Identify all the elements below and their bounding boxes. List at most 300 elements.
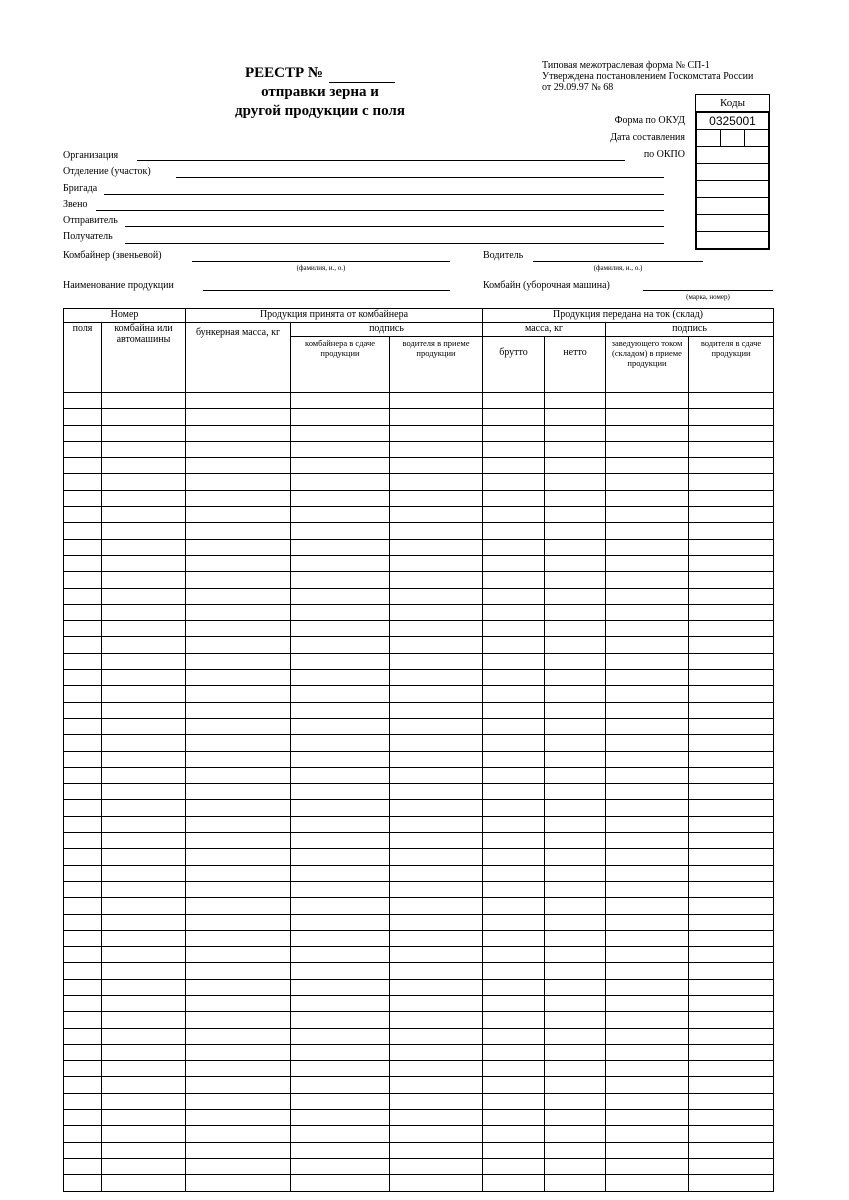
table-cell[interactable] xyxy=(64,670,102,686)
table-cell[interactable] xyxy=(606,784,689,800)
table-cell[interactable] xyxy=(689,1077,774,1093)
table-cell[interactable] xyxy=(483,881,545,897)
table-cell[interactable] xyxy=(390,409,483,425)
table-cell[interactable] xyxy=(64,1061,102,1077)
table-cell[interactable] xyxy=(186,458,291,474)
table-cell[interactable] xyxy=(291,523,390,539)
table-cell[interactable] xyxy=(102,833,186,849)
table-cell[interactable] xyxy=(390,507,483,523)
table-cell[interactable] xyxy=(102,409,186,425)
table-cell[interactable] xyxy=(64,409,102,425)
table-cell[interactable] xyxy=(186,995,291,1011)
table-cell[interactable] xyxy=(483,653,545,669)
table-cell[interactable] xyxy=(606,441,689,457)
table-cell[interactable] xyxy=(291,1093,390,1109)
table-cell[interactable] xyxy=(606,963,689,979)
table-cell[interactable] xyxy=(64,800,102,816)
table-cell[interactable] xyxy=(186,898,291,914)
table-cell[interactable] xyxy=(64,1158,102,1174)
table-cell[interactable] xyxy=(545,637,606,653)
table-cell[interactable] xyxy=(545,1061,606,1077)
table-cell[interactable] xyxy=(606,767,689,783)
table-cell[interactable] xyxy=(390,604,483,620)
table-cell[interactable] xyxy=(291,393,390,409)
table-cell[interactable] xyxy=(545,441,606,457)
table-cell[interactable] xyxy=(689,1093,774,1109)
registry-number-field[interactable] xyxy=(329,68,395,83)
table-cell[interactable] xyxy=(689,539,774,555)
table-cell[interactable] xyxy=(483,621,545,637)
table-cell[interactable] xyxy=(64,735,102,751)
table-cell[interactable] xyxy=(483,979,545,995)
table-cell[interactable] xyxy=(606,1093,689,1109)
table-cell[interactable] xyxy=(606,979,689,995)
table-cell[interactable] xyxy=(689,767,774,783)
table-cell[interactable] xyxy=(606,816,689,832)
table-cell[interactable] xyxy=(483,865,545,881)
table-cell[interactable] xyxy=(689,474,774,490)
table-cell[interactable] xyxy=(186,637,291,653)
table-cell[interactable] xyxy=(483,686,545,702)
table-cell[interactable] xyxy=(64,572,102,588)
table-cell[interactable] xyxy=(102,474,186,490)
table-cell[interactable] xyxy=(64,474,102,490)
table-cell[interactable] xyxy=(390,914,483,930)
table-cell[interactable] xyxy=(606,898,689,914)
table-cell[interactable] xyxy=(606,930,689,946)
table-cell[interactable] xyxy=(186,523,291,539)
table-cell[interactable] xyxy=(390,1044,483,1060)
table-cell[interactable] xyxy=(545,963,606,979)
table-cell[interactable] xyxy=(102,670,186,686)
table-cell[interactable] xyxy=(186,1044,291,1060)
table-cell[interactable] xyxy=(483,1126,545,1142)
table-cell[interactable] xyxy=(186,914,291,930)
table-cell[interactable] xyxy=(64,539,102,555)
table-cell[interactable] xyxy=(102,425,186,441)
table-cell[interactable] xyxy=(606,1126,689,1142)
table-cell[interactable] xyxy=(102,1093,186,1109)
table-cell[interactable] xyxy=(606,393,689,409)
table-cell[interactable] xyxy=(545,1142,606,1158)
table-cell[interactable] xyxy=(545,393,606,409)
table-cell[interactable] xyxy=(545,718,606,734)
sender-code-cell[interactable] xyxy=(697,231,768,248)
table-cell[interactable] xyxy=(64,1126,102,1142)
table-cell[interactable] xyxy=(291,914,390,930)
table-cell[interactable] xyxy=(483,637,545,653)
table-cell[interactable] xyxy=(689,409,774,425)
table-cell[interactable] xyxy=(545,1175,606,1191)
table-cell[interactable] xyxy=(689,507,774,523)
table-cell[interactable] xyxy=(606,507,689,523)
table-cell[interactable] xyxy=(186,930,291,946)
table-cell[interactable] xyxy=(291,458,390,474)
table-cell[interactable] xyxy=(483,833,545,849)
table-cell[interactable] xyxy=(390,425,483,441)
table-cell[interactable] xyxy=(291,588,390,604)
table-cell[interactable] xyxy=(483,1061,545,1077)
table-cell[interactable] xyxy=(291,572,390,588)
table-cell[interactable] xyxy=(390,735,483,751)
table-cell[interactable] xyxy=(689,1044,774,1060)
table-cell[interactable] xyxy=(390,1061,483,1077)
table-cell[interactable] xyxy=(291,1110,390,1126)
table-cell[interactable] xyxy=(186,1110,291,1126)
table-cell[interactable] xyxy=(291,1126,390,1142)
table-cell[interactable] xyxy=(186,1126,291,1142)
table-cell[interactable] xyxy=(545,995,606,1011)
table-cell[interactable] xyxy=(186,507,291,523)
table-cell[interactable] xyxy=(102,1061,186,1077)
table-cell[interactable] xyxy=(689,930,774,946)
table-cell[interactable] xyxy=(545,572,606,588)
table-cell[interactable] xyxy=(64,1175,102,1191)
table-cell[interactable] xyxy=(291,621,390,637)
table-cell[interactable] xyxy=(102,686,186,702)
table-cell[interactable] xyxy=(689,995,774,1011)
table-cell[interactable] xyxy=(390,702,483,718)
table-cell[interactable] xyxy=(64,881,102,897)
table-cell[interactable] xyxy=(390,1158,483,1174)
table-cell[interactable] xyxy=(606,735,689,751)
table-cell[interactable] xyxy=(102,995,186,1011)
table-cell[interactable] xyxy=(64,441,102,457)
table-cell[interactable] xyxy=(64,588,102,604)
table-cell[interactable] xyxy=(689,670,774,686)
table-cell[interactable] xyxy=(689,393,774,409)
zveno-input-line[interactable] xyxy=(96,210,664,211)
table-cell[interactable] xyxy=(689,523,774,539)
table-cell[interactable] xyxy=(390,555,483,571)
table-cell[interactable] xyxy=(186,572,291,588)
table-cell[interactable] xyxy=(102,1044,186,1060)
table-cell[interactable] xyxy=(291,898,390,914)
table-cell[interactable] xyxy=(102,784,186,800)
table-cell[interactable] xyxy=(545,1012,606,1028)
driver-input-line[interactable] xyxy=(533,261,703,262)
table-cell[interactable] xyxy=(102,849,186,865)
table-cell[interactable] xyxy=(291,1061,390,1077)
table-cell[interactable] xyxy=(186,833,291,849)
table-cell[interactable] xyxy=(102,979,186,995)
table-cell[interactable] xyxy=(186,1142,291,1158)
table-cell[interactable] xyxy=(291,1077,390,1093)
table-cell[interactable] xyxy=(102,947,186,963)
table-cell[interactable] xyxy=(545,979,606,995)
table-cell[interactable] xyxy=(102,865,186,881)
table-cell[interactable] xyxy=(291,653,390,669)
table-cell[interactable] xyxy=(483,1142,545,1158)
table-cell[interactable] xyxy=(689,816,774,832)
table-cell[interactable] xyxy=(689,1142,774,1158)
table-cell[interactable] xyxy=(102,621,186,637)
table-cell[interactable] xyxy=(291,1142,390,1158)
table-cell[interactable] xyxy=(390,474,483,490)
table-cell[interactable] xyxy=(545,833,606,849)
table-cell[interactable] xyxy=(545,784,606,800)
table-cell[interactable] xyxy=(186,670,291,686)
table-cell[interactable] xyxy=(186,393,291,409)
table-cell[interactable] xyxy=(186,490,291,506)
table-cell[interactable] xyxy=(64,751,102,767)
table-cell[interactable] xyxy=(186,1077,291,1093)
table-cell[interactable] xyxy=(545,458,606,474)
table-cell[interactable] xyxy=(186,409,291,425)
table-cell[interactable] xyxy=(186,816,291,832)
table-cell[interactable] xyxy=(186,686,291,702)
table-cell[interactable] xyxy=(545,849,606,865)
table-cell[interactable] xyxy=(102,1012,186,1028)
table-cell[interactable] xyxy=(64,833,102,849)
table-cell[interactable] xyxy=(545,1110,606,1126)
table-cell[interactable] xyxy=(606,572,689,588)
table-cell[interactable] xyxy=(689,588,774,604)
table-cell[interactable] xyxy=(390,979,483,995)
table-cell[interactable] xyxy=(390,1126,483,1142)
table-cell[interactable] xyxy=(606,670,689,686)
table-cell[interactable] xyxy=(102,767,186,783)
table-cell[interactable] xyxy=(545,621,606,637)
table-cell[interactable] xyxy=(545,555,606,571)
table-cell[interactable] xyxy=(291,816,390,832)
table-cell[interactable] xyxy=(689,1110,774,1126)
table-cell[interactable] xyxy=(64,947,102,963)
table-cell[interactable] xyxy=(483,1175,545,1191)
table-cell[interactable] xyxy=(291,409,390,425)
table-cell[interactable] xyxy=(483,784,545,800)
table-cell[interactable] xyxy=(689,1175,774,1191)
table-cell[interactable] xyxy=(689,751,774,767)
table-cell[interactable] xyxy=(390,995,483,1011)
table-cell[interactable] xyxy=(545,1028,606,1044)
table-cell[interactable] xyxy=(291,637,390,653)
table-cell[interactable] xyxy=(606,914,689,930)
table-cell[interactable] xyxy=(390,849,483,865)
table-cell[interactable] xyxy=(291,539,390,555)
table-cell[interactable] xyxy=(186,784,291,800)
table-cell[interactable] xyxy=(606,588,689,604)
table-cell[interactable] xyxy=(186,947,291,963)
table-cell[interactable] xyxy=(545,425,606,441)
table-cell[interactable] xyxy=(186,1061,291,1077)
table-cell[interactable] xyxy=(606,995,689,1011)
table-cell[interactable] xyxy=(102,539,186,555)
table-cell[interactable] xyxy=(606,409,689,425)
table-cell[interactable] xyxy=(545,947,606,963)
table-cell[interactable] xyxy=(689,1012,774,1028)
table-cell[interactable] xyxy=(102,1126,186,1142)
table-cell[interactable] xyxy=(606,881,689,897)
table-cell[interactable] xyxy=(483,947,545,963)
table-cell[interactable] xyxy=(102,816,186,832)
table-cell[interactable] xyxy=(64,1142,102,1158)
table-cell[interactable] xyxy=(390,1028,483,1044)
table-cell[interactable] xyxy=(606,1061,689,1077)
organization-input-line[interactable] xyxy=(137,160,625,161)
table-cell[interactable] xyxy=(390,572,483,588)
table-cell[interactable] xyxy=(545,686,606,702)
table-cell[interactable] xyxy=(606,637,689,653)
table-cell[interactable] xyxy=(390,1012,483,1028)
table-cell[interactable] xyxy=(606,751,689,767)
table-cell[interactable] xyxy=(545,490,606,506)
table-cell[interactable] xyxy=(545,1158,606,1174)
table-cell[interactable] xyxy=(102,1158,186,1174)
table-cell[interactable] xyxy=(64,393,102,409)
table-cell[interactable] xyxy=(291,995,390,1011)
table-cell[interactable] xyxy=(291,881,390,897)
table-cell[interactable] xyxy=(689,702,774,718)
table-cell[interactable] xyxy=(186,555,291,571)
table-cell[interactable] xyxy=(291,800,390,816)
table-cell[interactable] xyxy=(291,947,390,963)
table-cell[interactable] xyxy=(291,735,390,751)
table-cell[interactable] xyxy=(689,849,774,865)
table-cell[interactable] xyxy=(483,767,545,783)
table-cell[interactable] xyxy=(291,784,390,800)
table-cell[interactable] xyxy=(545,670,606,686)
table-cell[interactable] xyxy=(689,1028,774,1044)
table-cell[interactable] xyxy=(64,1110,102,1126)
table-cell[interactable] xyxy=(390,523,483,539)
table-cell[interactable] xyxy=(545,409,606,425)
table-cell[interactable] xyxy=(689,800,774,816)
table-cell[interactable] xyxy=(606,686,689,702)
table-cell[interactable] xyxy=(291,507,390,523)
department-code-cell[interactable] xyxy=(697,180,768,197)
table-cell[interactable] xyxy=(483,1077,545,1093)
table-cell[interactable] xyxy=(102,800,186,816)
table-cell[interactable] xyxy=(606,490,689,506)
table-cell[interactable] xyxy=(606,1110,689,1126)
receiver-input-line[interactable] xyxy=(125,243,664,244)
table-cell[interactable] xyxy=(689,572,774,588)
table-cell[interactable] xyxy=(291,474,390,490)
table-cell[interactable] xyxy=(606,539,689,555)
table-cell[interactable] xyxy=(689,425,774,441)
table-cell[interactable] xyxy=(291,670,390,686)
table-cell[interactable] xyxy=(64,995,102,1011)
table-cell[interactable] xyxy=(689,914,774,930)
table-cell[interactable] xyxy=(102,1175,186,1191)
table-cell[interactable] xyxy=(102,555,186,571)
table-cell[interactable] xyxy=(186,865,291,881)
table-cell[interactable] xyxy=(291,555,390,571)
table-cell[interactable] xyxy=(102,881,186,897)
table-cell[interactable] xyxy=(390,458,483,474)
table-cell[interactable] xyxy=(390,637,483,653)
table-cell[interactable] xyxy=(390,1093,483,1109)
table-cell[interactable] xyxy=(606,718,689,734)
table-cell[interactable] xyxy=(689,963,774,979)
table-cell[interactable] xyxy=(689,458,774,474)
table-cell[interactable] xyxy=(102,441,186,457)
table-cell[interactable] xyxy=(64,767,102,783)
table-cell[interactable] xyxy=(390,898,483,914)
table-cell[interactable] xyxy=(390,588,483,604)
table-cell[interactable] xyxy=(689,686,774,702)
table-cell[interactable] xyxy=(390,441,483,457)
table-cell[interactable] xyxy=(606,653,689,669)
table-cell[interactable] xyxy=(483,914,545,930)
table-cell[interactable] xyxy=(390,1142,483,1158)
table-cell[interactable] xyxy=(545,507,606,523)
table-cell[interactable] xyxy=(606,1175,689,1191)
table-cell[interactable] xyxy=(545,800,606,816)
table-cell[interactable] xyxy=(483,539,545,555)
table-cell[interactable] xyxy=(102,1142,186,1158)
table-cell[interactable] xyxy=(390,718,483,734)
table-cell[interactable] xyxy=(390,1077,483,1093)
table-cell[interactable] xyxy=(390,621,483,637)
table-cell[interactable] xyxy=(64,784,102,800)
table-cell[interactable] xyxy=(390,767,483,783)
table-cell[interactable] xyxy=(186,604,291,620)
table-cell[interactable] xyxy=(64,1093,102,1109)
table-cell[interactable] xyxy=(102,718,186,734)
table-cell[interactable] xyxy=(102,523,186,539)
table-cell[interactable] xyxy=(545,914,606,930)
table-cell[interactable] xyxy=(483,1012,545,1028)
table-cell[interactable] xyxy=(102,735,186,751)
table-cell[interactable] xyxy=(545,604,606,620)
table-cell[interactable] xyxy=(291,979,390,995)
table-cell[interactable] xyxy=(102,588,186,604)
table-cell[interactable] xyxy=(483,507,545,523)
table-cell[interactable] xyxy=(102,751,186,767)
table-cell[interactable] xyxy=(483,425,545,441)
table-cell[interactable] xyxy=(689,784,774,800)
table-cell[interactable] xyxy=(64,425,102,441)
table-cell[interactable] xyxy=(64,702,102,718)
table-cell[interactable] xyxy=(390,670,483,686)
table-cell[interactable] xyxy=(689,735,774,751)
table-cell[interactable] xyxy=(102,393,186,409)
table-cell[interactable] xyxy=(186,425,291,441)
table-cell[interactable] xyxy=(483,555,545,571)
table-cell[interactable] xyxy=(483,1093,545,1109)
table-cell[interactable] xyxy=(291,425,390,441)
table-cell[interactable] xyxy=(291,849,390,865)
table-cell[interactable] xyxy=(102,898,186,914)
table-cell[interactable] xyxy=(64,686,102,702)
table-cell[interactable] xyxy=(689,441,774,457)
date-code-cell[interactable] xyxy=(697,129,768,146)
table-cell[interactable] xyxy=(689,490,774,506)
table-cell[interactable] xyxy=(689,865,774,881)
table-cell[interactable] xyxy=(689,621,774,637)
table-cell[interactable] xyxy=(545,523,606,539)
table-cell[interactable] xyxy=(689,637,774,653)
table-cell[interactable] xyxy=(545,816,606,832)
table-cell[interactable] xyxy=(689,947,774,963)
table-cell[interactable] xyxy=(186,539,291,555)
table-cell[interactable] xyxy=(291,441,390,457)
table-cell[interactable] xyxy=(64,555,102,571)
table-cell[interactable] xyxy=(483,523,545,539)
table-cell[interactable] xyxy=(606,523,689,539)
table-cell[interactable] xyxy=(545,702,606,718)
table-cell[interactable] xyxy=(102,914,186,930)
table-cell[interactable] xyxy=(545,767,606,783)
table-cell[interactable] xyxy=(291,1012,390,1028)
table-cell[interactable] xyxy=(689,604,774,620)
table-cell[interactable] xyxy=(102,572,186,588)
table-cell[interactable] xyxy=(186,735,291,751)
table-cell[interactable] xyxy=(689,833,774,849)
table-cell[interactable] xyxy=(102,637,186,653)
